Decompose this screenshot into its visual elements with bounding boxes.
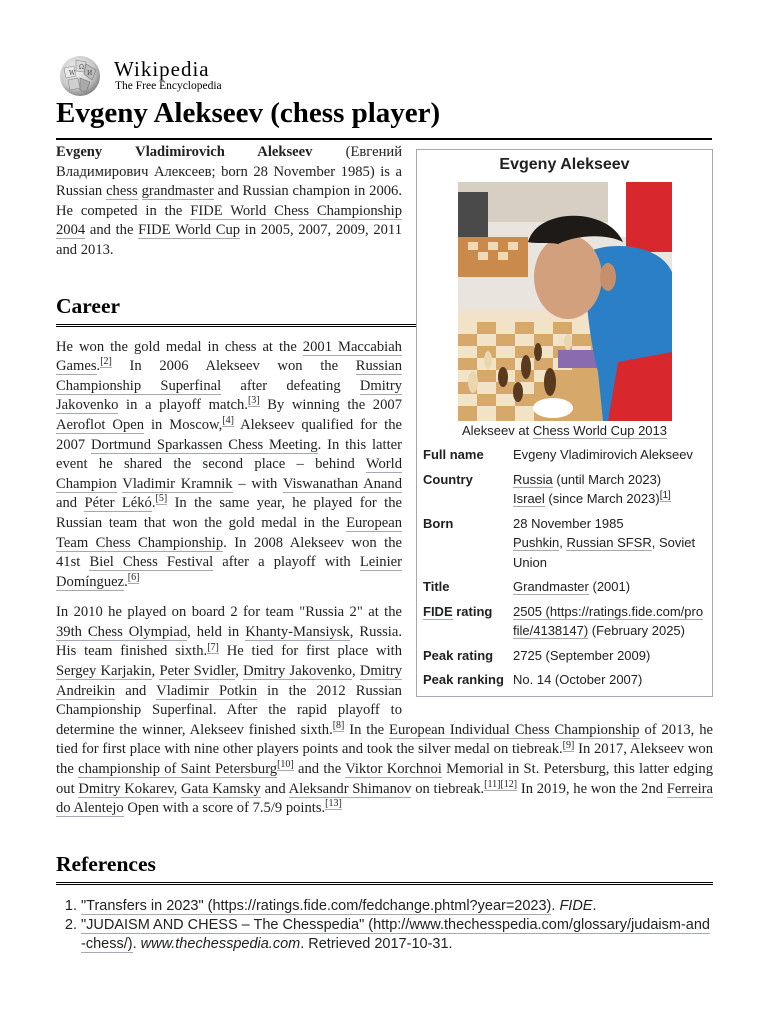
european-individual-link[interactable]: European Individual Chess Championship	[389, 721, 640, 738]
text: 28 November 1985	[513, 515, 624, 531]
spb-championship-link[interactable]: championship of Saint Petersburg	[78, 761, 278, 778]
text: , Soviet Union	[513, 535, 696, 570]
text: rating	[452, 603, 493, 619]
label: Full name	[423, 447, 484, 462]
svg-text:И: И	[87, 70, 93, 77]
shimanov-link[interactable]: Aleksandr Shimanov	[288, 780, 412, 797]
russian-superfinal-link[interactable]: Russian Championship Superfinal	[56, 358, 402, 394]
citation-link[interactable]: [1]	[659, 489, 671, 501]
reference-item: 2. "JUDAISM AND CHESS – The Chesspedia" (http://www.thechesspedia.com/glossary/judaism-and-chess/). www.thechesspedia.com. Retrieved 2017-10-31.	[81, 916, 713, 954]
svg-text:Ω: Ω	[79, 64, 84, 71]
citation-link[interactable]: [8]	[332, 719, 345, 731]
infobox-row-full-name	[423, 445, 706, 465]
infobox-row-fide-rating	[423, 602, 706, 641]
references-heading: References	[56, 850, 713, 885]
citation-link[interactable]: [13]	[325, 798, 342, 810]
citation-link[interactable]: [5]	[155, 493, 168, 505]
korchnoi-link[interactable]: Viktor Korchnoi	[345, 761, 442, 778]
infobox-row-born	[423, 514, 706, 573]
maccabiah-link[interactable]: 2001 Maccabiah Games	[56, 338, 402, 375]
infobox-row-title	[423, 577, 706, 597]
fide-link[interactable]: FIDE	[423, 603, 453, 619]
citation-link[interactable]: [2]	[100, 356, 112, 368]
citation-link[interactable]: [10]	[277, 759, 294, 771]
career-paragraph-2: In 2010 he played on board 2 for team "Russia 2" at the 39th Chess Olympiad, held in Khanty-Mansiysk, Russia. His team finished sixth.[7] He tied for first place with Sergey Karjakin, Peter Svidler, Dmitry Jakovenko, Dmitry Andreikin and Vladimir Potkin in the 2012 Russian Championship Superfinal. After the rapid playoff to determine the winner, Alekseev finished sixth.[8] In the European Individual Chess Championship of 2013, he tied for first place with nine other players points and took the silver medal on tiebreak.[9] In 2017, Alekseev won the championship of Saint Petersburg[10] and the Viktor Korchnoi Memorial in St. Petersburg, this latter edging out Dmitry Kokarev, Gata Kamsky and Aleksandr Shimanov on tiebreak.[11][12] In 2019, he won the 2nd Ferreira do Alentejo Open with a score of 7.5/9 points.[13]	[56, 604, 713, 817]
page-title: Evgeny Alekseev (chess player)	[56, 96, 712, 140]
leko-link[interactable]: Péter Lékó	[84, 495, 152, 512]
aeroflot-link[interactable]: Aeroflot Open	[56, 416, 145, 433]
label: Title	[423, 579, 450, 594]
references-list	[56, 897, 713, 954]
value	[513, 514, 706, 573]
chessboard-foreground	[458, 322, 608, 421]
biel-link[interactable]: Biel Chess Festival	[89, 554, 214, 571]
infobox-caption	[423, 421, 706, 441]
fide-world-cup-link[interactable]: FIDE World Cup	[138, 222, 241, 239]
grandmaster-link[interactable]: grandmaster	[141, 183, 214, 200]
country-russia-link[interactable]: Russia	[513, 471, 553, 487]
infobox-row-peak-rating	[423, 646, 706, 666]
russian-sfsr-link[interactable]: Russian SFSR	[566, 535, 652, 550]
reference-item: 1. "Transfers in 2023" (https://ratings.fide.com/fedchange.phtml?year=2023). FIDE.	[81, 897, 713, 916]
value	[513, 577, 706, 597]
dortmund-link[interactable]: Dortmund Sparkassen Chess Meeting	[91, 436, 318, 453]
chessboard-background	[458, 237, 528, 277]
reference-link[interactable]: "Transfers in 2023" (https://ratings.fide.com/fedchange.phtml?year=2023)	[81, 897, 552, 914]
svg-text:W: W	[69, 70, 76, 77]
kokarev-link[interactable]: Dmitry Kokarev	[78, 780, 174, 797]
kamsky-link[interactable]: Gata Kamsky	[180, 780, 261, 797]
caption-link[interactable]: Chess World Cup 2013	[532, 422, 667, 438]
value: 2725 (September 2009)	[513, 647, 651, 663]
text: ,	[559, 535, 567, 550]
label: Country	[423, 471, 473, 487]
value: No. 14 (October 2007)	[513, 672, 643, 687]
fide-championship-2004-link[interactable]: FIDE World Chess Championship 2004	[56, 202, 402, 239]
infobox-row-peak-ranking	[423, 670, 706, 690]
khanty-mansiysk-link[interactable]: Khanty-Mansiysk	[245, 623, 350, 640]
chess-link[interactable]: chess	[106, 183, 138, 200]
value	[513, 470, 706, 509]
citation-link[interactable]: [11][12]	[484, 778, 518, 790]
citation-link[interactable]: [9]	[562, 739, 575, 751]
olympiad-link[interactable]: 39th Chess Olympiad	[56, 623, 188, 640]
karjakin-link[interactable]: Sergey Karjakin	[56, 663, 152, 680]
country-israel-link[interactable]: Israel	[513, 491, 545, 506]
infobox	[416, 149, 713, 697]
text: (February 2025)	[588, 623, 685, 638]
text: (2001)	[588, 579, 631, 594]
reference-link[interactable]: "JUDAISM AND CHESS – The Chesspedia" (http://www.thechesspedia.com/glossary/judaism-and-chess/)	[81, 916, 710, 952]
label	[423, 602, 513, 641]
pushkin-link[interactable]: Pushkin	[513, 535, 560, 550]
jakovenko-link[interactable]: Dmitry Jakovenko	[56, 377, 403, 414]
label: Peak rating	[423, 647, 494, 663]
reference-publisher: FIDE	[559, 897, 593, 914]
reference-publisher: www.thechesspedia.com	[140, 935, 301, 952]
citation-link[interactable]: [6]	[127, 571, 140, 583]
citation-link[interactable]: [4]	[222, 415, 234, 427]
european-team-link[interactable]: European Team Chess Championship	[56, 514, 402, 551]
anand-link[interactable]: Viswanathan Anand	[282, 475, 402, 492]
article-body	[56, 143, 713, 954]
career-paragraph-1: He won the gold medal in chess at the 2001 Maccabiah Games.[2] In 2006 Alekseev won the Russian Championship Superfinal after defeating Dmitry Jakovenko in a playoff match.[3] By winning the 2007 Aeroflot Open in Moscow,[4] Alekseev qualified for the 2007 Dortmund Sparkassen Chess Meeting. In this latter event he shared the second place – behind World Champion Vladimir Kramnik – with Viswanathan Anand and Péter Lékó.[5] In the same year, he played for the Russian team that won the gold medal in the European Team Chess Championship. In 2008 Alekseev won the 41st Biel Chess Festival after a playoff with Leinier Domínguez.[6]	[56, 338, 403, 590]
svidler-link[interactable]: Peter Svidler	[159, 663, 236, 680]
value: Evgeny Vladimirovich Alekseev	[513, 447, 693, 462]
fide-profile-link[interactable]: 2505 (https://ratings.fide.com/profile/4138147)	[513, 603, 704, 638]
infobox-row-country	[423, 470, 706, 509]
andreikin-link[interactable]: Dmitry Andreikin	[56, 663, 403, 699]
world-champion-link[interactable]: World Champion	[56, 456, 402, 492]
ferreira-link[interactable]: Ferreira do Alentejo	[56, 780, 713, 817]
caption-text: Alekseev at	[462, 422, 533, 438]
citation-link[interactable]: [3]	[247, 395, 260, 407]
text: (until March 2023)	[552, 471, 662, 487]
player-photo[interactable]	[458, 182, 672, 421]
grandmaster-link[interactable]: Grandmaster	[513, 579, 589, 594]
infobox-title: Evgeny Alekseev	[499, 156, 630, 173]
career-heading: Career	[56, 292, 713, 327]
value	[513, 602, 706, 641]
puzzle-globe-icon	[56, 54, 104, 98]
wikipedia-wordmark: Wikipedia	[114, 57, 210, 81]
potkin-link[interactable]: Vladimir Potkin	[156, 682, 258, 699]
jakovenko-link[interactable]: Dmitry Jakovenko	[243, 663, 352, 680]
text: (since March 2023)	[544, 491, 660, 506]
label: Born	[423, 515, 454, 531]
label: Peak ranking	[423, 672, 504, 687]
subject-name: Evgeny Vladimirovich Alekseev	[56, 144, 313, 160]
wikipedia-header[interactable]	[56, 54, 356, 98]
lead-paragraph: Evgeny Vladimirovich Alekseev (Евгений Владимирович Алексеев; born 28 November 1985) is a Russian chess grandmaster and Russian champion in 2006. He competed in the FIDE World Chess Championship 2004 and the FIDE World Cup in 2005, 2007, 2009, 2011 and 2013.	[56, 144, 402, 258]
citation-link[interactable]: [7]	[207, 641, 219, 653]
wikipedia-tagline: The Free Encyclopedia	[115, 80, 222, 92]
kramnik-link[interactable]: Vladimir Kramnik	[122, 475, 233, 492]
dominguez-link[interactable]: Leinier Domínguez	[56, 554, 402, 590]
